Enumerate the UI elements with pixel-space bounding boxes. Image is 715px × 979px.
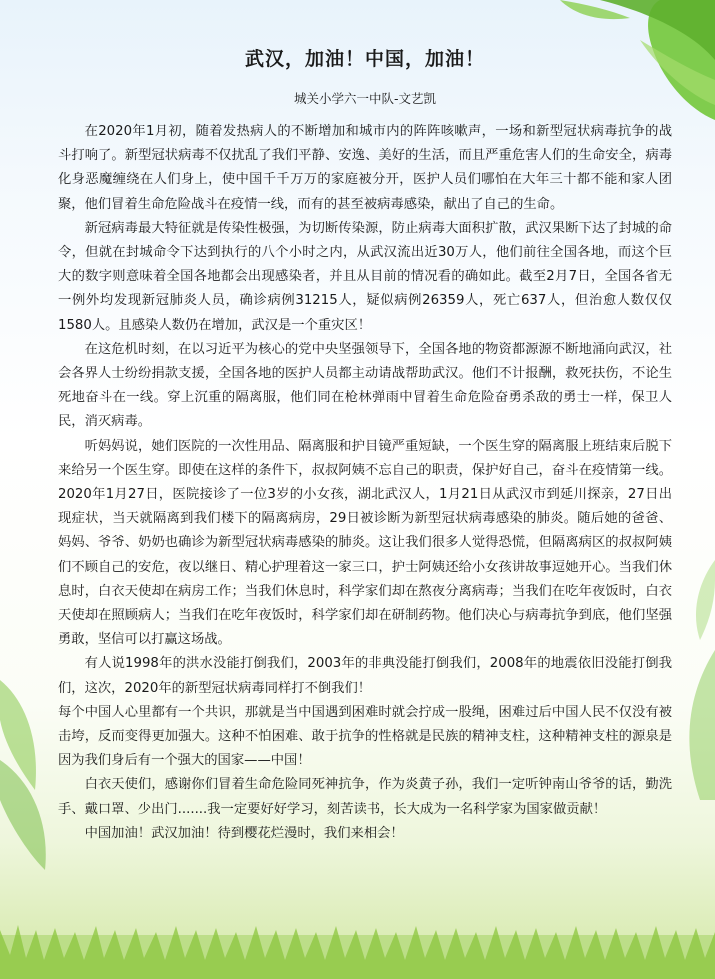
article-paragraph: 每个中国人心里都有一个共识，那就是当中国遇到困难时就会拧成一股绳，困难过后中国人民不仅没有被击垮，反而变得更加强大。这种不怕困难、敢于抗争的性格就是民族的精神支柱，这种精神支柱的源泉是因为我们身后有一个强大的国家——中国！ (58, 704, 672, 769)
article-title: 武汉，加油！中国，加油！ (244, 48, 485, 70)
article-paragraph: 白衣天使们，感谢你们冒着生命危险同死神抗争，作为炎黄子孙，我们一定听钟南山爷爷的话，勤洗手、戴口罩、少出门.......我一定要好好学习，刻苦读书，长大成为一名科学家为国家做贡献！ (58, 777, 672, 817)
article-paragraph: 中国加油！武汉加油！待到樱花烂漫时，我们来相会！ (84, 825, 404, 841)
article-paragraph: 新冠病毒最大特征就是传染性极强，为切断传染源，防止病毒大面积扩散，武汉果断下达了封城的命令，但就在封城命令下达到执行的八个小时之内，从武汉流出近30万人，他们前往全国各地，而这个巨大的数字则意味着全国各地都会出现感染者，并且从目前的情况看的确如此。截至2月7日，全国各省无一例外均发现新冠肺炎人员，确诊病例31215人，疑似病例26359人，死亡637人，但治愈人数仅仅1580人。且感染人数仍在增加，武汉是一个重灾区！ (58, 220, 672, 333)
article-paragraph: 在2020年1月初，随着发热病人的不断增加和城市内的阵阵咳嗽声，一场和新型冠状病毒抗争的战斗打响了。新型冠状病毒不仅扰乱了我们平静、安逸、美好的生活，而且严重危害人们的生命安全，病毒化身恶魔缠绕在人们身上，使中国千千万万的家庭被分开，医护人员们哪怕在大年三十都不能和家人团聚，他们冒着生命危险战斗在疫情一线，而有的甚至被病毒感染，献出了自己的生命。 (58, 124, 672, 212)
article-paragraph: 听妈妈说，她们医院的一次性用品、隔离服和护目镜严重短缺，一个医生穿的隔离服上班结束后脱下来给另一个医生穿。即使在这样的条件下，叔叔阿姨不忘自己的职责，保护好自己，奋斗在疫情第一线。2020年1月27日，医院接诊了一位3岁的小女孩，湖北武汉人，1月21日从武汉市到延川探亲，27日出现症状，当天就隔离到我们楼下的隔离病房，29日被诊断为新型冠状病毒感染的肺炎。随后她的爸爸、妈妈、爷爷、奶奶也确诊为新型冠状病毒感染的肺炎。这让我们很多人觉得恐慌，但隔离病区的叔叔阿姨们不顾自己的安危，夜以继日、精心护理着这一家三口，护士阿姨还给小女孩讲故事逗她开心。当我们休息时，白衣天使却在病房工作；当我们休息时，科学家们却在熬夜分离病毒；当我们在吃年夜饭时，白衣天使却在照顾病人；当我们在吃年夜饭时，科学家们却在研制药物。他们决心与病毒抗争到底，他们坚强勇敢，坚信可以打赢这场战。 (58, 438, 672, 648)
article (58, 42, 672, 846)
article-author: 城关小学六一中队-文艺凯 (293, 91, 436, 106)
article-body (58, 120, 672, 846)
article-paragraph: 有人说1998年的洪水没能打倒我们，2003年的非典没能打倒我们，2008年的地震依旧没能打倒我们，这次，2020年的新型冠状病毒同样打不倒我们！ (58, 656, 672, 696)
article-paragraph: 在这危机时刻，在以习近平为核心的党中央坚强领导下，全国各地的物资都源源不断地涌向武汉，社会各界人士纷纷捐款支援，全国各地的医护人员都主动请战帮助武汉。他们不计报酬，救死扶伤，不论生死地奋斗在一线。穿上沉重的隔离服，他们同在枪林弹雨中冒着生命危险奋勇杀敌的勇士一样，保卫人民，消灭病毒。 (58, 341, 672, 430)
